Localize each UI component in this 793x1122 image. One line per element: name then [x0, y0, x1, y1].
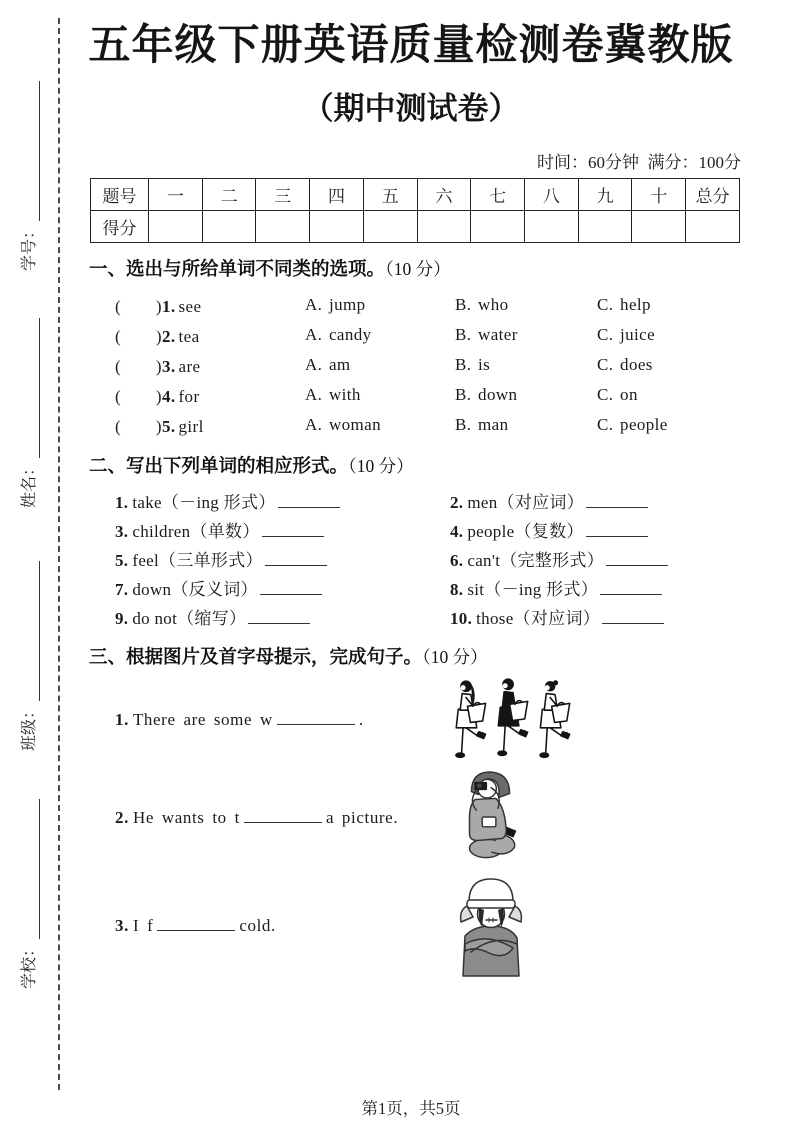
score-cell [256, 210, 310, 242]
question-number: 5. [161, 417, 176, 436]
question3-illustration [447, 872, 587, 980]
score-cell [310, 210, 364, 242]
section2-heading [89, 452, 747, 478]
option-a: A. jump [305, 294, 366, 314]
section1-points: （10 分） [385, 258, 451, 279]
word-form-item [450, 575, 747, 600]
score-cell [686, 210, 740, 242]
seal-dashed-line [58, 18, 60, 1090]
answer-blank [244, 807, 322, 823]
student-name-label: 姓名： [21, 459, 38, 508]
score-cell [417, 210, 471, 242]
item-text: people（复数） [467, 521, 584, 541]
answer-blank [586, 521, 648, 537]
item-number: 5. [115, 550, 129, 570]
student-id-label: 学号： [21, 222, 38, 271]
score-cell [202, 210, 256, 242]
answer-blank [262, 521, 324, 537]
word-form-row [75, 544, 747, 573]
option-a: A. woman [305, 414, 382, 434]
item-text: sit（－ing 形式） [467, 579, 598, 599]
question-number: 1. [161, 297, 176, 316]
question-word: see [178, 297, 202, 316]
answer-blank [265, 550, 327, 566]
answer-bracket: ( ) [115, 357, 162, 376]
item-number: 4. [450, 521, 464, 541]
option-b: B. man [455, 414, 509, 434]
class-blank [22, 561, 40, 701]
score-cell [632, 210, 686, 242]
question-stem [115, 322, 305, 347]
item-text: children（单数） [132, 521, 260, 541]
answer-blank [600, 579, 662, 595]
cold-child-icon [447, 872, 537, 980]
item-text: feel（三单形式） [132, 550, 263, 570]
option-b: B. water [455, 324, 518, 344]
item-text: can't（完整形式） [467, 550, 605, 570]
option-b: B. down [455, 384, 518, 404]
section3-heading-text: 三、根据图片及首字母提示，完成句子。 [89, 645, 423, 667]
question-row [75, 380, 747, 410]
score-table-header-cell: 二 [202, 178, 256, 210]
section3-heading [89, 643, 747, 669]
item-number: 10. [450, 608, 473, 628]
answer-blank [602, 608, 664, 624]
question-row [75, 410, 747, 440]
question-number: 2. [161, 327, 176, 346]
item-text: take（－ing 形式） [132, 492, 276, 512]
item-number: 2. [115, 808, 129, 827]
section2-points: （10 分） [348, 455, 414, 476]
item-text: those（对应词） [476, 608, 601, 628]
score-table [90, 178, 740, 243]
school-blank [22, 799, 40, 939]
sentence-after: cold. [239, 916, 276, 935]
option-c: C. juice [597, 324, 656, 344]
question-stem [115, 292, 305, 317]
section1-questions [75, 290, 747, 440]
answer-blank [277, 709, 355, 725]
score-table-score-row [91, 210, 740, 242]
score-table-header-cell: 十 [632, 178, 686, 210]
exam-subtitle: （期中测试卷） [302, 90, 520, 126]
answer-bracket: ( ) [115, 387, 162, 406]
question-word: girl [178, 417, 204, 436]
score-table-header-cell: 题号 [91, 178, 149, 210]
item-number: 1. [115, 710, 129, 729]
sentence-before: I f [132, 916, 154, 935]
option-c: C. people [597, 414, 668, 434]
sentence-before: There are some w [132, 710, 273, 729]
item-number: 1. [115, 492, 129, 512]
word-form-item [450, 488, 747, 513]
question-word: tea [178, 327, 200, 346]
score-table-header-cell: 九 [578, 178, 632, 210]
answer-bracket: ( ) [115, 417, 162, 436]
three-women-walking-icon [447, 675, 577, 765]
word-form-item [115, 575, 450, 600]
sentence-row [75, 869, 747, 983]
student-name-field [16, 318, 40, 508]
word-form-item [115, 488, 450, 513]
option-b: B. who [455, 294, 509, 314]
word-form-item [115, 517, 450, 542]
section3-items [75, 673, 747, 983]
item-text: do not（缩写） [132, 608, 247, 628]
section1-heading [89, 255, 747, 281]
word-form-row [75, 573, 747, 602]
question-number: 3. [161, 357, 176, 376]
answer-blank [157, 915, 235, 931]
score-cell [363, 210, 417, 242]
question2-illustration [447, 769, 587, 867]
sentence [115, 709, 447, 730]
word-form-row [75, 486, 747, 515]
option-c: C. help [597, 294, 651, 314]
question-row [75, 320, 747, 350]
word-form-item [450, 517, 747, 542]
item-text: men（对应词） [467, 492, 585, 512]
school-label: 学校： [21, 940, 38, 989]
word-form-row [75, 515, 747, 544]
word-form-item [115, 546, 450, 571]
question-row [75, 290, 747, 320]
score-table-header-cell: 六 [417, 178, 471, 210]
item-number: 9. [115, 608, 129, 628]
student-name-blank [22, 318, 40, 458]
question-stem [115, 352, 305, 377]
question-number: 4. [161, 387, 176, 406]
answer-blank [586, 492, 648, 508]
student-id-blank [22, 81, 40, 221]
sentence [115, 915, 447, 936]
score-table-header-cell: 总分 [686, 178, 740, 210]
question-row [75, 350, 747, 380]
question1-illustration [447, 675, 587, 765]
item-number: 2. [450, 492, 464, 512]
score-cell [471, 210, 525, 242]
score-table-header-row [91, 178, 740, 210]
section2-heading-text: 二、写出下列单词的相应形式。 [89, 454, 349, 476]
item-number: 8. [450, 579, 464, 599]
item-text: down（反义词） [132, 579, 258, 599]
answer-bracket: ( ) [115, 327, 162, 346]
score-table-header-cell: 五 [363, 178, 417, 210]
kneeling-photographer-icon [447, 769, 535, 867]
word-form-item [450, 546, 747, 571]
school-field [16, 799, 40, 989]
word-form-item [115, 604, 450, 629]
answer-blank [606, 550, 668, 566]
score-table-header-cell: 三 [256, 178, 310, 210]
section3-points: （10 分） [422, 646, 488, 667]
answer-blank [278, 492, 340, 508]
score-cell [525, 210, 579, 242]
score-row-label: 得分 [91, 210, 149, 242]
score-cell [578, 210, 632, 242]
option-a: A. am [305, 354, 351, 374]
score-table-header-cell: 一 [149, 178, 203, 210]
section1-heading-text: 一、选出与所给单词不同类的选项。 [89, 257, 386, 279]
option-c: C. on [597, 384, 638, 404]
sentence-after: a picture. [325, 808, 399, 827]
sentence-after: . [358, 710, 364, 729]
option-c: C. does [597, 354, 653, 374]
score-cell [149, 210, 203, 242]
page-number-footer: 第1页，共5页 [361, 1098, 461, 1118]
exam-title: 五年级下册英语质量检测卷冀教版 [88, 23, 734, 69]
score-table-header-cell: 七 [471, 178, 525, 210]
item-number: 3. [115, 521, 129, 541]
option-a: A. candy [305, 324, 372, 344]
option-a: A. with [305, 384, 361, 404]
answer-blank [260, 579, 322, 595]
answer-bracket: ( ) [115, 297, 162, 316]
student-id-field [16, 81, 40, 271]
section2-items [75, 486, 747, 631]
option-b: B. is [455, 354, 491, 374]
class-field [16, 561, 40, 751]
word-form-item [450, 604, 747, 629]
word-form-row [75, 602, 747, 631]
score-table-header-cell: 八 [525, 178, 579, 210]
item-number: 7. [115, 579, 129, 599]
item-number: 3. [115, 916, 129, 935]
class-label: 班级： [21, 702, 38, 751]
question-stem [115, 382, 305, 407]
question-word: are [178, 357, 201, 376]
question-word: for [178, 387, 200, 406]
time-and-score-info: 时间：60分钟 满分：100分 [537, 152, 741, 172]
sentence-before: He wants to t [132, 808, 240, 827]
item-number: 6. [450, 550, 464, 570]
score-table-header-cell: 四 [310, 178, 364, 210]
answer-blank [248, 608, 310, 624]
question-stem [115, 412, 305, 437]
sentence [115, 807, 447, 828]
sentence-row [75, 767, 747, 869]
sentence-row [75, 673, 747, 767]
exam-content [75, 20, 747, 1119]
